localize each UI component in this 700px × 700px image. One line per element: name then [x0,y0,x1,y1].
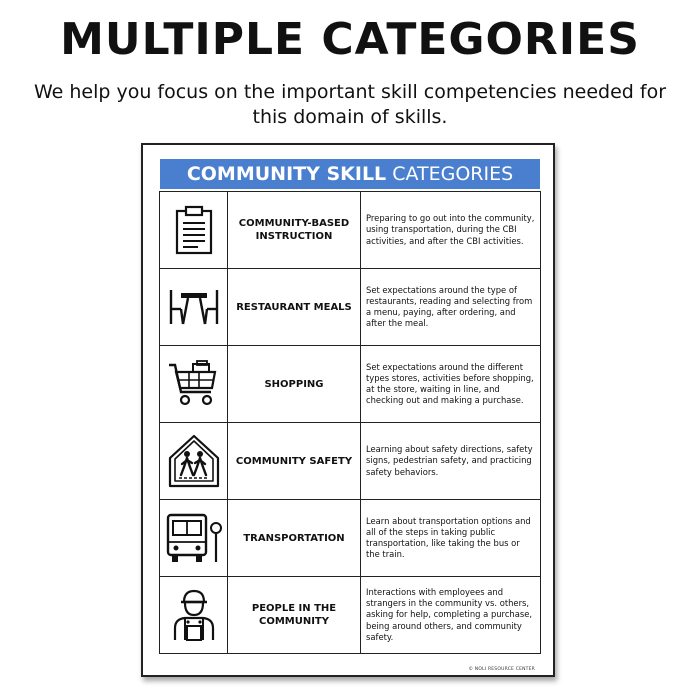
icon-cell [160,192,228,269]
icon-cell [160,577,228,654]
headline: MULTIPLE CATEGORIES [60,14,640,65]
category-name: PEOPLE IN THE COMMUNITY [228,577,361,654]
table-row [160,423,541,500]
table-row [160,346,541,423]
table-row [160,577,541,654]
copyright-footer: © NOLI RESOURCE CENTER [468,667,535,672]
category-name: SHOPPING [228,346,361,423]
category-name: TRANSPORTATION [228,500,361,577]
category-description: Learning about safety directions, safety signs, pedestrian safety, and practicing safety behaviors. [361,423,541,500]
banner-title-light: CATEGORIES [392,163,514,185]
pedestrian-crossing-sign-icon [168,434,220,488]
category-name: COMMUNITY-BASED INSTRUCTION [228,192,361,269]
category-description: Learn about transportation options and all of the steps in taking public transportation, like taking the bus or the train. [361,500,541,577]
table-row [160,269,541,346]
category-name: COMMUNITY SAFETY [228,423,361,500]
restaurant-table-icon [167,287,221,327]
table-row [160,500,541,577]
worker-person-icon [172,588,216,642]
category-description: Set expectations around the different types stores, activities before shopping, at the store, waiting in line, and checking out and making a purchase. [361,346,541,423]
icon-cell [160,500,228,577]
category-name: RESTAURANT MEALS [228,269,361,346]
icon-cell [160,269,228,346]
category-description: Set expectations around the type of restaurants, reading and selecting from a menu, paying, after ordering, and after the meal. [361,269,541,346]
bus-icon [165,512,223,564]
icon-cell [160,346,228,423]
shopping-cart-icon [167,360,221,408]
banner-title-bold: COMMUNITY SKILL [186,163,387,185]
category-description: Interactions with employees and strangers in the community vs. others, asking for help, completing a purchase, being around others, and community safety. [361,577,541,654]
category-description: Preparing to go out into the community, using transportation, during the CBI activities, and after the CBI activities. [361,192,541,269]
table-row [160,192,541,269]
icon-cell [160,423,228,500]
subheading: We help you focus on the important skill competencies needed for this domain of skills. [33,81,667,128]
sheet-banner [160,159,540,189]
worksheet-preview [141,143,555,677]
categories-table [159,191,541,654]
clipboard-icon [174,205,214,255]
